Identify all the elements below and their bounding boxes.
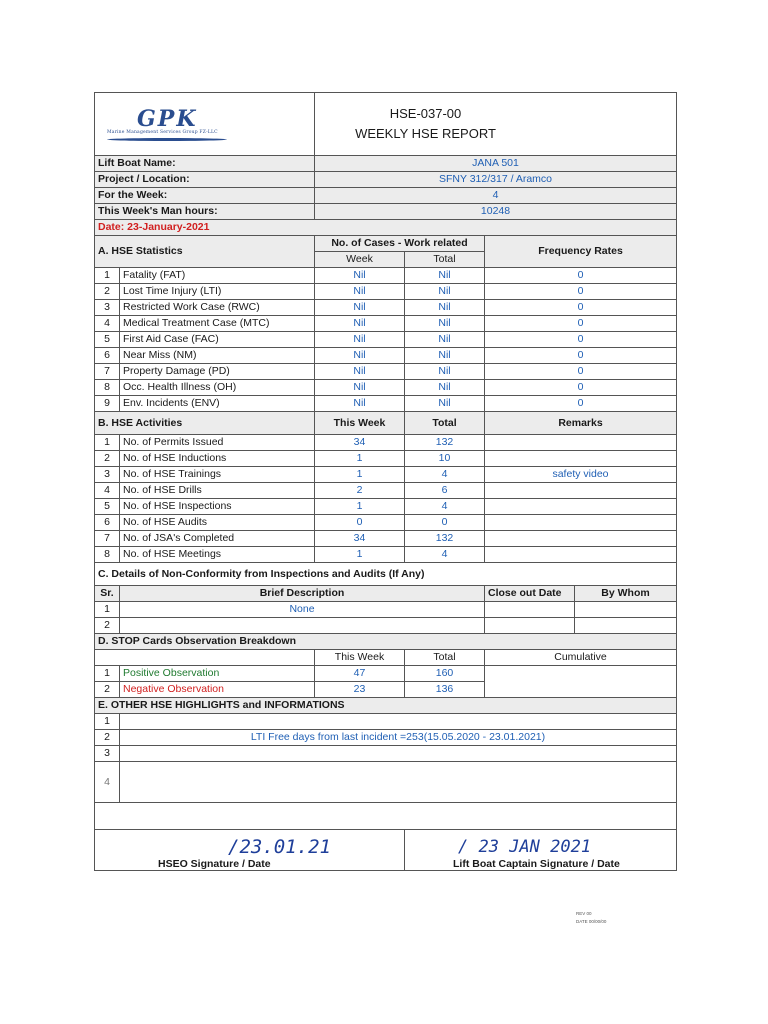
week-header: Week — [315, 252, 405, 268]
nc-by-whom — [575, 602, 677, 618]
captain-handwritten-signature: / 23 JAN 2021 — [458, 837, 592, 857]
stat-week: Nil — [315, 284, 405, 300]
row-number: 2 — [95, 682, 120, 698]
activity-total: 4 — [405, 467, 485, 483]
activity-week: 1 — [315, 547, 405, 563]
logo-swoosh-icon — [107, 138, 227, 141]
row-number: 7 — [95, 531, 120, 547]
row-number: 2 — [95, 284, 120, 300]
section-a-title: A. HSE Statistics — [95, 236, 315, 268]
observation-total: 160 — [405, 666, 485, 682]
stat-frequency: 0 — [485, 316, 677, 332]
activity-label: No. of HSE Audits — [120, 515, 315, 531]
revision-footer — [576, 910, 606, 926]
activity-label: No. of HSE Drills — [120, 483, 315, 499]
cases-group-header: No. of Cases - Work related — [315, 236, 485, 252]
info-label: For the Week: — [95, 188, 315, 204]
nc-close-date — [485, 618, 575, 634]
row-number: 1 — [95, 435, 120, 451]
row-number: 1 — [95, 666, 120, 682]
stat-label: Fatality (FAT) — [120, 268, 315, 284]
hseo-handwritten-signature: /23.01.21 — [228, 836, 331, 858]
stat-total: Nil — [405, 300, 485, 316]
activity-week: 34 — [315, 435, 405, 451]
stat-frequency: 0 — [485, 364, 677, 380]
info-value: 10248 — [315, 204, 677, 220]
stat-week: Nil — [315, 332, 405, 348]
activity-label: No. of Permits Issued — [120, 435, 315, 451]
row-number: 1 — [95, 602, 120, 618]
rev-date: DATE 00/00/00 — [576, 919, 607, 924]
activity-label: No. of HSE Trainings — [120, 467, 315, 483]
activity-total: 0 — [405, 515, 485, 531]
stat-frequency: 0 — [485, 332, 677, 348]
stat-week: Nil — [315, 268, 405, 284]
activity-week: 0 — [315, 515, 405, 531]
section-c-title: C. Details of Non-Conformity from Inspections and Audits (If Any) — [95, 563, 677, 586]
stat-week: Nil — [315, 380, 405, 396]
activity-total: 132 — [405, 531, 485, 547]
observation-total: 136 — [405, 682, 485, 698]
row-number: 8 — [95, 380, 120, 396]
hseo-signature-label: HSEO Signature / Date — [158, 858, 271, 870]
activity-remarks — [485, 451, 677, 467]
row-number: 5 — [95, 499, 120, 515]
stat-label: Property Damage (PD) — [120, 364, 315, 380]
hseo-signature-box — [95, 830, 405, 871]
activity-total: 4 — [405, 499, 485, 515]
highlight-text: LTI Free days from last incident =253(15.05.2020 - 23.01.2021) — [120, 730, 677, 746]
stat-label: Restricted Work Case (RWC) — [120, 300, 315, 316]
observation-week: 47 — [315, 666, 405, 682]
activity-week: 34 — [315, 531, 405, 547]
positive-observation-label: Positive Observation — [120, 666, 315, 682]
section-e-title: E. OTHER HSE HIGHLIGHTS and INFORMATIONS — [95, 698, 677, 714]
stat-frequency: 0 — [485, 300, 677, 316]
captain-signature-label: Lift Boat Captain Signature / Date — [453, 858, 620, 870]
stat-total: Nil — [405, 396, 485, 412]
stat-label: Lost Time Injury (LTI) — [120, 284, 315, 300]
doc-code: HSE-037-00 — [389, 106, 462, 121]
info-value: 4 — [315, 188, 677, 204]
stat-label: First Aid Case (FAC) — [120, 332, 315, 348]
doc-title: WEEKLY HSE REPORT — [355, 126, 496, 141]
stat-week: Nil — [315, 396, 405, 412]
by-whom-header: By Whom — [575, 586, 677, 602]
row-number: 2 — [95, 618, 120, 634]
stat-week: Nil — [315, 316, 405, 332]
stat-frequency: 0 — [485, 284, 677, 300]
rev-number: REV 00 — [576, 911, 592, 916]
stat-frequency: 0 — [485, 348, 677, 364]
total-header: Total — [405, 252, 485, 268]
section-d-title: D. STOP Cards Observation Breakdown — [95, 634, 677, 650]
activity-week: 1 — [315, 499, 405, 515]
highlight-text — [120, 746, 677, 762]
activity-total: 10 — [405, 451, 485, 467]
row-number: 6 — [95, 348, 120, 364]
section-b-title: B. HSE Activities — [95, 412, 315, 435]
stat-frequency: 0 — [485, 268, 677, 284]
info-value: JANA 501 — [315, 156, 677, 172]
row-number: 2 — [95, 451, 120, 467]
this-week-header: This Week — [315, 412, 405, 435]
info-label: Project / Location: — [95, 172, 315, 188]
activity-label: No. of HSE Inductions — [120, 451, 315, 467]
stat-label: Medical Treatment Case (MTC) — [120, 316, 315, 332]
stat-label: Env. Incidents (ENV) — [120, 396, 315, 412]
activity-total: 4 — [405, 547, 485, 563]
negative-observation-label: Negative Observation — [120, 682, 315, 698]
stat-week: Nil — [315, 364, 405, 380]
stat-total: Nil — [405, 380, 485, 396]
stat-frequency: 0 — [485, 380, 677, 396]
activity-label: No. of HSE Inspections — [120, 499, 315, 515]
activity-total: 132 — [405, 435, 485, 451]
hse-report-sheet — [94, 92, 676, 871]
row-number: 4 — [95, 316, 120, 332]
section-b-rows — [95, 435, 677, 563]
company-logo — [95, 93, 315, 156]
stat-total: Nil — [405, 364, 485, 380]
row-number: 1 — [95, 268, 120, 284]
logo-text: GPK — [137, 105, 198, 132]
activity-week: 1 — [315, 451, 405, 467]
row-number: 3 — [95, 746, 120, 762]
stat-week: Nil — [315, 300, 405, 316]
nc-close-date — [485, 602, 575, 618]
highlight-text — [120, 762, 677, 803]
nc-description: None — [120, 602, 485, 618]
activity-remarks — [485, 531, 677, 547]
row-number: 3 — [95, 300, 120, 316]
captain-signature-box — [405, 830, 677, 871]
remarks-header: Remarks — [485, 412, 677, 435]
info-label: Lift Boat Name: — [95, 156, 315, 172]
stat-total: Nil — [405, 316, 485, 332]
frequency-header: Frequency Rates — [485, 236, 677, 268]
activity-remarks — [485, 483, 677, 499]
activity-total: 6 — [405, 483, 485, 499]
stat-label: Occ. Health Illness (OH) — [120, 380, 315, 396]
row-number: 1 — [95, 714, 120, 730]
nc-by-whom — [575, 618, 677, 634]
activity-label: No. of HSE Meetings — [120, 547, 315, 563]
activity-week: 1 — [315, 467, 405, 483]
this-week-header: This Week — [315, 650, 405, 666]
stat-total: Nil — [405, 284, 485, 300]
nc-description — [120, 618, 485, 634]
activity-remarks — [485, 499, 677, 515]
info-value: SFNY 312/317 / Aramco — [315, 172, 677, 188]
section-a-rows — [95, 268, 677, 412]
report-table — [94, 92, 677, 871]
row-number: 7 — [95, 364, 120, 380]
sr-header: Sr. — [95, 586, 120, 602]
stat-label: Near Miss (NM) — [120, 348, 315, 364]
row-number: 9 — [95, 396, 120, 412]
highlight-text — [120, 714, 677, 730]
document-header — [315, 93, 677, 156]
blank-cell — [95, 650, 315, 666]
report-date: Date: 23-January-2021 — [95, 220, 677, 236]
info-label: This Week's Man hours: — [95, 204, 315, 220]
close-date-header: Close out Date — [485, 586, 575, 602]
activity-week: 2 — [315, 483, 405, 499]
stat-week: Nil — [315, 348, 405, 364]
row-number: 6 — [95, 515, 120, 531]
total-header: Total — [405, 412, 485, 435]
activity-remarks — [485, 435, 677, 451]
description-header: Brief Description — [120, 586, 485, 602]
activity-remarks — [485, 515, 677, 531]
total-header: Total — [405, 650, 485, 666]
row-number: 4 — [95, 483, 120, 499]
cumulative-value — [485, 666, 677, 698]
activity-label: No. of JSA's Completed — [120, 531, 315, 547]
activity-remarks: safety video — [485, 467, 677, 483]
logo-subtitle: Marine Management Services Group FZ-LLC — [107, 129, 218, 135]
activity-remarks — [485, 547, 677, 563]
row-number: 3 — [95, 467, 120, 483]
stat-frequency: 0 — [485, 396, 677, 412]
row-number: 8 — [95, 547, 120, 563]
stat-total: Nil — [405, 332, 485, 348]
observation-week: 23 — [315, 682, 405, 698]
cumulative-header: Cumulative — [485, 650, 677, 666]
row-number: 2 — [95, 730, 120, 746]
row-number: 5 — [95, 332, 120, 348]
stat-total: Nil — [405, 268, 485, 284]
row-number: 4 — [95, 762, 120, 803]
stat-total: Nil — [405, 348, 485, 364]
blank-row — [95, 803, 677, 830]
